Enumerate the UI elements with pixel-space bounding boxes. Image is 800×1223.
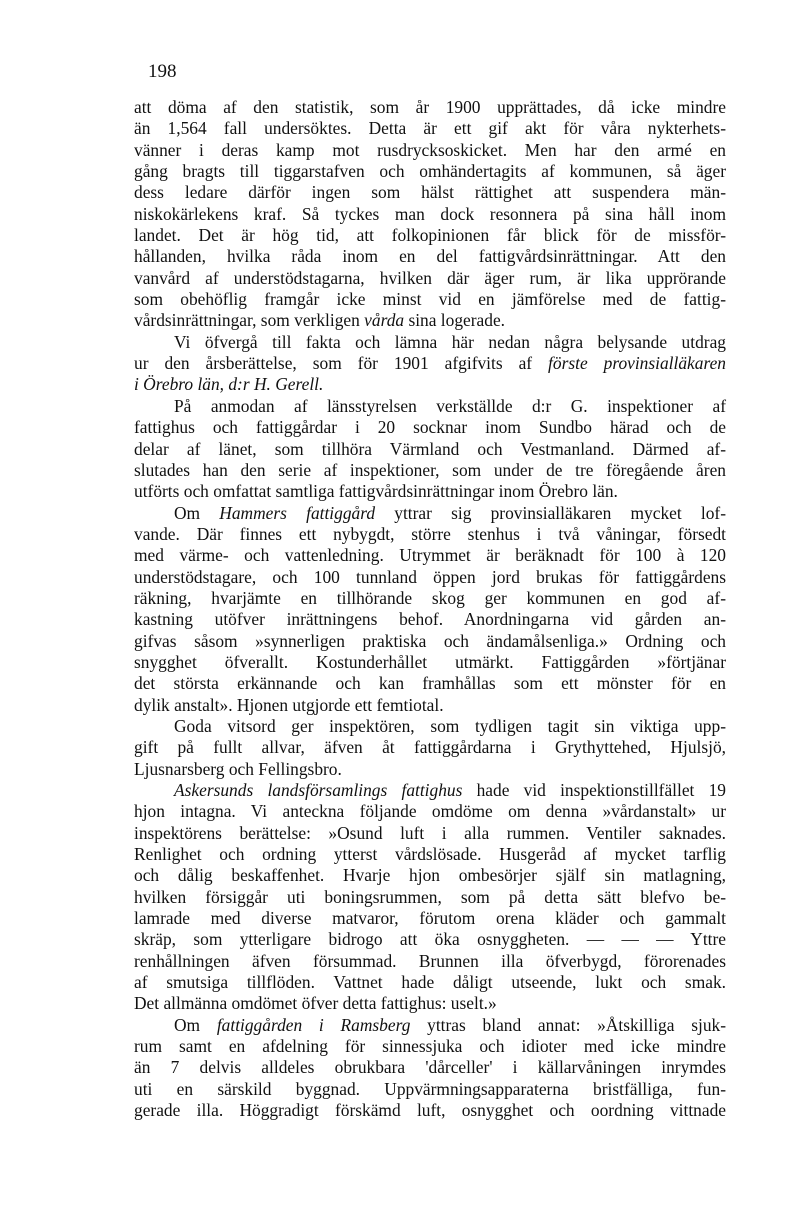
text-line	[134, 737, 726, 758]
text-segment: räkning, hvarjämte en tillhörande skog ger kommunen en god af-	[134, 587, 726, 608]
text-line	[134, 908, 726, 929]
text-line	[134, 439, 726, 460]
text-segment: gång bragts till tiggarstafven och omhändertagits af kommunen, så äger	[134, 161, 726, 182]
text-segment: vande. Där finnes ett nybygdt, större stenhus i två våningar, försedt	[134, 523, 726, 544]
text-line	[134, 1015, 726, 1036]
text-line	[134, 353, 726, 374]
text-segment: Det allmänna omdömet öfver detta fattighus: uselt.»	[134, 993, 497, 1014]
text-segment: Om	[174, 502, 220, 523]
text-segment: vänner i deras kamp mot rusdrycksoskicket. Men har den armé en	[134, 139, 726, 160]
text-line	[134, 204, 726, 225]
text-segment: rum samt en afdelning för sinnessjuka och idioter med icke mindre	[134, 1036, 726, 1057]
text-segment: dess ledare därför ingen som hälst rättighet att suspendera män-	[134, 182, 726, 203]
text-segment: understödstagare, och 100 tunnland öppen jord brukas för fattiggårdens	[134, 566, 726, 587]
text-line	[134, 481, 726, 502]
italic-text: fattiggården i Ramsberg	[216, 1014, 411, 1035]
text-line	[134, 1057, 726, 1078]
text-segment: fattighus och fattiggårdar i 20 socknar inom Sundbo härad och de	[134, 417, 726, 438]
text-line	[134, 1079, 726, 1100]
text-line	[134, 801, 726, 822]
text-line	[134, 951, 726, 972]
text-line	[134, 887, 726, 908]
text-segment: af smutsiga tillflöden. Vattnet hade dåligt utseende, lukt och smak.	[134, 972, 726, 993]
text-line	[134, 417, 726, 438]
text-line	[134, 609, 726, 630]
text-segment: lamrade med diverse matvaror, förutom orena kläder och gammalt	[134, 908, 726, 929]
text-segment: snygghet öfverallt. Kostunderhållet utmärkt. Fattiggården »förtjänar	[134, 651, 726, 672]
text-segment: hjon intagna. Vi anteckna följande omdöme om denna »vårdanstalt» ur	[134, 801, 726, 822]
italic-text: Hammers fattiggård	[219, 502, 376, 523]
text-line	[134, 673, 726, 694]
text-line	[134, 118, 726, 139]
text-line	[134, 182, 726, 203]
text-segment: gerade illa. Höggradigt förskämd luft, osnygghet och oordning vittnade	[134, 1100, 726, 1121]
text-line	[134, 1036, 726, 1057]
text-line	[134, 844, 726, 865]
text-segment: yttras bland annat: »Åtskilliga sjuk-	[410, 1014, 727, 1035]
text-segment: som obehöflig framgår icke minst vid en jämförelse med de fattig-	[134, 289, 726, 310]
text-segment: skräp, som ytterligare bidrogo att öka osnyggheten. — — — Yttre	[134, 929, 726, 950]
text-segment: delar af länet, som tillhöra Värmland och Vestmanland. Därmed af-	[134, 438, 726, 459]
text-line	[134, 161, 726, 182]
text-line	[134, 140, 726, 161]
text-segment: att döma af den statistik, som år 1900 upprättades, då icke mindre	[134, 97, 726, 117]
text-line	[134, 780, 726, 801]
text-line	[134, 332, 726, 353]
text-segment: än 7 delvis alldeles obrukbara 'dårceller' i källarvåningen inrymdes	[134, 1057, 726, 1078]
text-line	[134, 993, 726, 1014]
text-line	[134, 716, 726, 737]
text-segment: det största erkännande och kan framhållas som ett mönster för en	[134, 673, 726, 694]
text-line	[134, 503, 726, 524]
text-line	[134, 246, 726, 267]
text-segment: Ljusnarsberg och Fellingsbro.	[134, 758, 342, 779]
text-segment: yttrar sig provinsialläkaren mycket lof-	[375, 502, 727, 523]
text-segment: med värme- och vattenledning. Utrymmet är beräknadt för 100 à 120	[134, 545, 726, 566]
text-line	[134, 1100, 726, 1121]
text-line	[134, 374, 726, 395]
text-line	[134, 225, 726, 246]
text-segment: Vi öfvergå till fakta och lämna här nedan några belysande utdrag	[174, 331, 726, 352]
text-segment: landet. Det är hög tid, att folkopinionen får blick för de missför-	[134, 225, 726, 246]
text-line	[134, 545, 726, 566]
body-text	[134, 97, 726, 1122]
text-segment: än 1,564 fall undersöktes. Detta är ett gif akt för våra nykterhets-	[134, 118, 726, 139]
text-segment: vårdsinrättningar, som verkligen	[134, 310, 365, 331]
text-segment: dylik anstalt». Hjonen utgjorde ett femtiotal.	[134, 694, 444, 715]
text-segment: sina logerade.	[404, 310, 506, 331]
text-line	[134, 759, 726, 780]
text-line	[134, 567, 726, 588]
text-segment: renhållningen äfven försummad. Brunnen illa öfverbygd, förorenades	[134, 950, 726, 971]
text-line	[134, 652, 726, 673]
italic-text: förste provinsialläkaren	[548, 353, 726, 374]
text-segment: och dålig beskaffenhet. Hvarje hjon ombesörjer själf sin matlagning,	[134, 865, 726, 886]
text-segment: ur den årsberättelse, som för 1901 afgifvits af	[134, 353, 549, 374]
text-line	[134, 631, 726, 652]
text-line	[134, 865, 726, 886]
text-segment: kastning utöfver inrättningens behof. Anordningarna vid gården an-	[134, 609, 726, 630]
text-segment: hållanden, hvilka råda inom en del fattigvårdsinrättningar. Att den	[134, 246, 726, 267]
text-line	[134, 460, 726, 481]
italic-text: vårda	[364, 310, 405, 331]
italic-text: Askersunds landsförsamlings fattighus	[174, 780, 463, 800]
text-line	[134, 823, 726, 844]
italic-text: i Örebro län, d:r H. Gerell.	[134, 374, 324, 395]
text-segment: Om	[174, 1014, 217, 1035]
text-segment: gift på fullt allvar, äfven åt fattiggårdarna i Grythyttehed, Hjulsjö,	[134, 737, 726, 758]
text-line	[134, 97, 726, 118]
text-segment: utförts och omfattat samtliga fattigvårdsinrättningar inom Örebro län.	[134, 481, 618, 502]
text-line	[134, 268, 726, 289]
text-segment: gifvas såsom »synnerligen praktiska och ändamålsenliga.» Ordning och	[134, 630, 726, 651]
text-segment: inspektörens berättelse: »Osund luft i alla rummen. Ventiler saknades.	[134, 822, 726, 843]
text-segment: Goda vitsord ger inspektören, som tydligen tagit sin viktiga upp-	[174, 715, 726, 736]
page-number: 198	[148, 61, 177, 82]
text-line	[134, 524, 726, 545]
text-segment: niskokärlekens kraf. Så tyckes man dock resonnera på sina håll inom	[134, 203, 726, 224]
text-segment: uti en särskild byggnad. Uppvärmningsapparaterna bristfälliga, fun-	[134, 1078, 726, 1099]
text-line	[134, 972, 726, 993]
text-segment: hvilken försiggår uti boningsrummen, som på detta sätt blefvo be-	[134, 886, 726, 907]
text-segment: Renlighet och ordning ytterst vårdslösade. Husgeråd af mycket tarflig	[134, 844, 726, 865]
text-line	[134, 929, 726, 950]
text-segment: vanvård af understödstagarna, hvilken där äger rum, är lika upprörande	[134, 267, 726, 288]
text-line	[134, 695, 726, 716]
text-line	[134, 588, 726, 609]
text-line	[134, 289, 726, 310]
text-segment: slutades han den serie af inspektioner, som under de tre föregående åren	[134, 459, 726, 480]
text-segment: hade vid inspektionstillfället 19	[462, 780, 726, 800]
text-segment: På anmodan af länsstyrelsen verkställde d:r G. inspektioner af	[174, 395, 726, 416]
text-line	[134, 396, 726, 417]
text-line	[134, 310, 726, 331]
